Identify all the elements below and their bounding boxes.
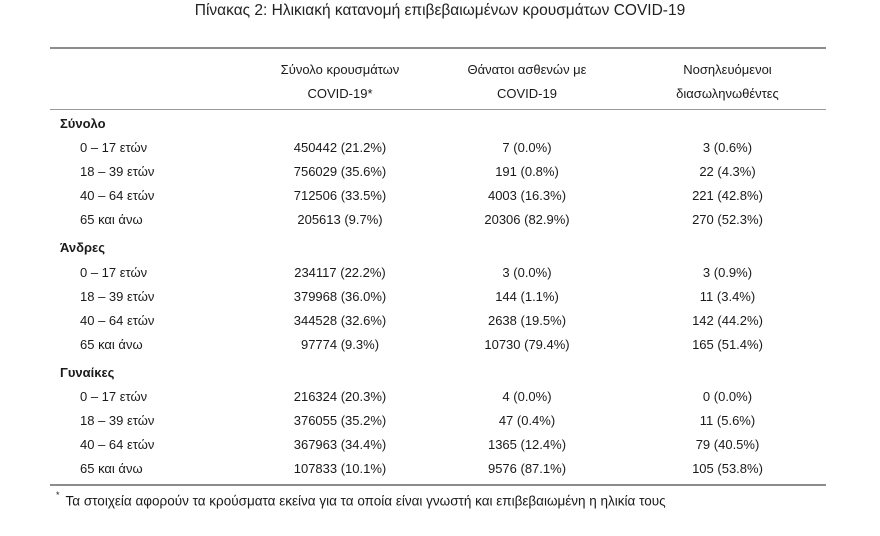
cell-deaths: 20306 (82.9%): [484, 212, 570, 227]
cell-deaths: 3 (0.0%): [502, 265, 552, 280]
cell-total-cases: 379968 (36.0%): [293, 289, 387, 304]
table-row: [0, 209, 880, 231]
table-top-rule: [50, 47, 826, 49]
section-heading-women: Γυναίκες: [60, 365, 115, 380]
table-row: [0, 310, 880, 332]
cell-deaths: 7 (0.0%): [502, 140, 552, 155]
column-header-line: διασωληνωθέντες: [676, 86, 779, 101]
row-category: 40 – 64 ετών: [80, 437, 155, 452]
cell-deaths: 144 (1.1%): [495, 289, 559, 304]
column-header-line: Νοσηλευόμενοι: [683, 62, 772, 77]
column-header-intubated: [640, 58, 815, 106]
row-category: 0 – 17 ετών: [80, 140, 148, 155]
cell-deaths: 2638 (19.5%): [487, 313, 567, 328]
table-title: Πίνακας 2: Ηλικιακή κατανομή επιβεβαιωμένων κρουσμάτων COVID-19: [194, 2, 686, 19]
cell-total-cases: 376055 (35.2%): [293, 413, 387, 428]
cell-deaths: 4003 (16.3%): [487, 188, 567, 203]
column-header-line: Θάνατοι ασθενών με: [467, 62, 587, 77]
cell-intubated: 11 (3.4%): [699, 289, 756, 304]
cell-total-cases: 367963 (34.4%): [293, 437, 387, 452]
row-category: 18 – 39 ετών: [80, 164, 155, 179]
row-category: 65 και άνω: [80, 212, 143, 227]
cell-total-cases: 756029 (35.6%): [293, 164, 387, 179]
cell-intubated: 142 (44.2%): [692, 313, 763, 328]
table-row: [0, 434, 880, 456]
cell-intubated: 165 (51.4%): [692, 337, 763, 352]
column-header-total-cases: [255, 58, 425, 106]
table-row: [0, 286, 880, 308]
row-category: 40 – 64 ετών: [80, 313, 155, 328]
footnote-text: Τα στοιχεία αφορούν τα κρούσματα εκείνα για τα οποία είναι γνωστή και επιβεβαιωμένη η ηλικία τους: [65, 493, 666, 509]
column-header-line: COVID-19*: [307, 86, 373, 101]
table-header-rule: [50, 109, 826, 110]
cell-intubated: 221 (42.8%): [692, 188, 763, 203]
cell-intubated: 11 (5.6%): [699, 413, 756, 428]
column-header-line: Σύνολο κρουσμάτων: [280, 62, 400, 77]
row-category: 40 – 64 ετών: [80, 188, 155, 203]
cell-total-cases: 344528 (32.6%): [293, 313, 387, 328]
section-heading-men: Άνδρες: [60, 240, 105, 255]
cell-total-cases: 234117 (22.2%): [294, 265, 386, 280]
cell-intubated: 3 (0.9%): [702, 265, 753, 280]
cell-total-cases: 450442 (21.2%): [293, 140, 387, 155]
table-row: [0, 334, 880, 356]
cell-intubated: 270 (52.3%): [692, 212, 763, 227]
cell-intubated: 0 (0.0%): [702, 389, 753, 404]
cell-total-cases: 97774 (9.3%): [300, 337, 380, 352]
cell-deaths: 4 (0.0%): [502, 389, 552, 404]
column-header-deaths: [432, 58, 622, 106]
row-category: 18 – 39 ετών: [80, 289, 155, 304]
footnote-marker: *: [56, 490, 60, 500]
table-row: [0, 137, 880, 159]
table-row: [0, 161, 880, 183]
row-category: 0 – 17 ετών: [80, 389, 148, 404]
cell-total-cases: 107833 (10.1%): [293, 461, 387, 476]
cell-intubated: 79 (40.5%): [695, 437, 760, 452]
row-category: 65 και άνω: [80, 337, 143, 352]
cell-deaths: 9576 (87.1%): [487, 461, 567, 476]
table-row: [0, 386, 880, 408]
section-heading-total: Σύνολο: [60, 116, 106, 131]
table-row: [0, 262, 880, 284]
table-bottom-rule: [50, 484, 826, 486]
row-category: 65 και άνω: [80, 461, 143, 476]
cell-total-cases: 216324 (20.3%): [293, 389, 387, 404]
cell-total-cases: 712506 (33.5%): [293, 188, 387, 203]
cell-intubated: 105 (53.8%): [692, 461, 763, 476]
table-row: [0, 458, 880, 480]
cell-total-cases: 205613 (9.7%): [297, 212, 383, 227]
cell-deaths: 47 (0.4%): [498, 413, 556, 428]
cell-deaths: 1365 (12.4%): [487, 437, 567, 452]
column-header-line: COVID-19: [497, 86, 557, 101]
cell-deaths: 191 (0.8%): [495, 164, 559, 179]
row-category: 18 – 39 ετών: [80, 413, 155, 428]
cell-intubated: 3 (0.6%): [702, 140, 753, 155]
table-row: [0, 185, 880, 207]
row-category: 0 – 17 ετών: [80, 265, 148, 280]
table-row: [0, 410, 880, 432]
footnote: [56, 492, 666, 509]
cell-intubated: 22 (4.3%): [699, 164, 756, 179]
cell-deaths: 10730 (79.4%): [484, 337, 570, 352]
